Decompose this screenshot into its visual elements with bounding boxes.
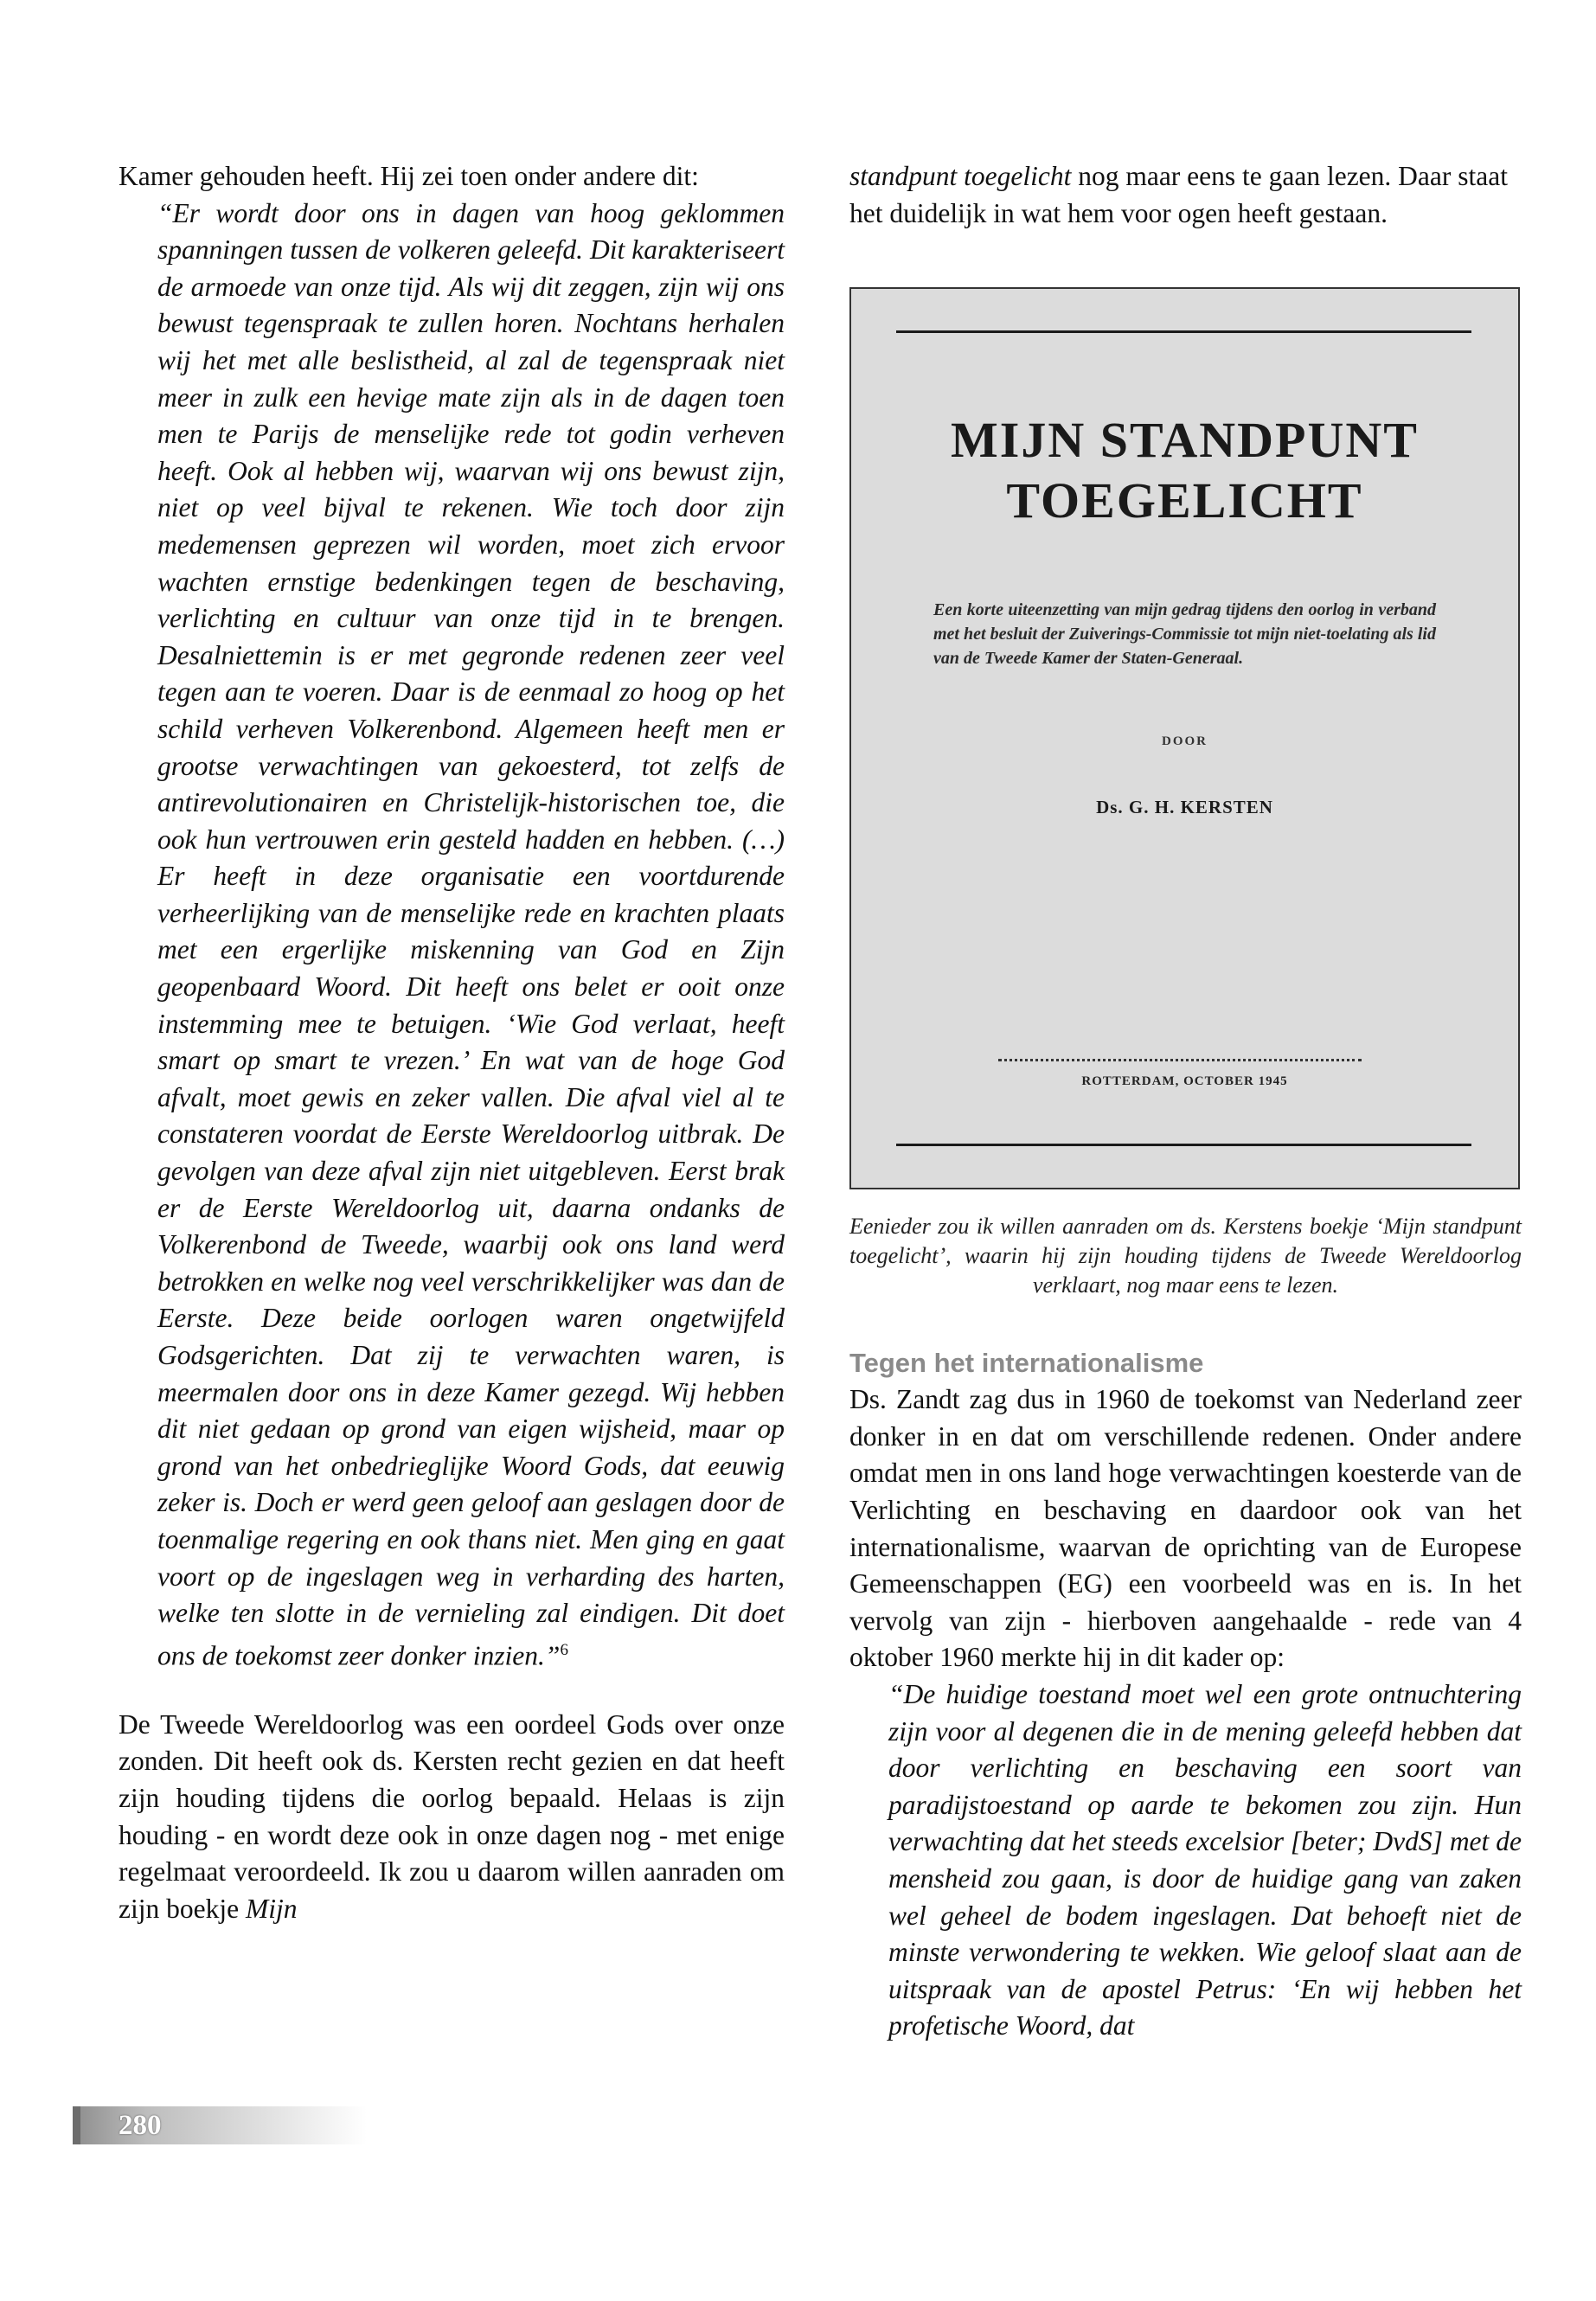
cover-title-line1: MIJN STANDPUNT [951,412,1419,469]
intro-text: Kamer gehouden heeft. Hij zei toen onder andere dit: [119,161,699,191]
continuation-paragraph [849,158,1522,232]
cover-dotted-rule [998,1059,1362,1061]
footnote-marker: 6 [560,1640,568,1659]
book-cover-image [849,287,1520,1189]
cover-subtitle: Een korte uiteenzetting van mijn gedrag tijdens den oorlog in verband met het besluit der Zuiverings-Commissie tot mijn niet-toelating als lid van de Tweede Kamer der Staten-Generaal. [933,600,1436,669]
book-title-start: Mijn [245,1893,298,1924]
page-number-bar-edge [73,2106,80,2144]
book-title-end: standpunt toegelicht [849,161,1072,191]
cover-top-rule [896,330,1471,333]
quote-text: “Er wordt door ons in dagen van hoog geklommen spanningen tussen de volkeren geleefd. Dit karakteriseert de armoede van onze tijd. Als wij dit zeggen, zijn wij ons bewust tegenspraak te zullen horen. Nochtans herhalen wij het met alle beslistheid, al zal de tegenspraak niet meer in zulk een hevige mate zijn als in de dagen toen men te Parijs de menselijke rede tot godin verheven heeft. Ook al hebben wij, waarvan wij ons bewust zijn, niet op veel bijval te rekenen. Wie toch door zijn medemensen geprezen wil worden, moet zich ervoor wachten ernstige bedenkingen tegen de beschaving, verlichting en cultuur van onze tijd in te brengen. Desalniettemin is er met gegronde redenen zeer veel tegen aan te voeren. Daar is de eenmaal zo hoog op het schild verheven Volkerenbond. Algemeen heeft men er grootse verwachtingen van gekoesterd, tot zelfs de antirevolutionairen en Christelijk-historischen toe, die ook hun vertrouwen erin gesteld hadden en hebben. (…) Er heeft in deze organisatie een voortdurende verheerlijking van de menselijke rede en krachten plaats met een ergerlijke miskenning van God en Zijn geopenbaard Woord. Dit heeft ons belet er ooit onze instemming mee te betuigen. ‘Wie God verlaat, heeft smart op smart te vrezen.’ En wat van de hoge God afvalt, moet gewis en zeker vallen. Die afval viel al te constateren voordat de Eerste Wereldoorlog uitbrak. De gevolgen van deze afval zijn niet uitgebleven. Eerst brak er de Eerste Wereldoorlog uit, daarna ondanks de Volkerenbond de Tweede, waarbij ook ons land werd betrokken en welke nog veel verschrikkelijker was dan de Eerste. Deze beide oorlogen waren ongetwijfeld Godsgerichten. Dat zij te verwachten waren, is meermalen door ons in deze Kamer gezegd. Wij hebben dit niet gedaan op grond van eigen wijsheid, maar op grond van het onbedrieglijke Woord Gods, dat eeuwig zeker is. Doch er werd geen geloof aan geslagen door de toenmalige regering en ook thans niet. Men ging en gaat voort op de ingeslagen weg in verharding des harten, welke ten slotte in de vernieling zal eindigen. Dit doet ons de toekomst zeer donker inzien.” [157,197,785,1671]
cover-bottom-rule [896,1144,1471,1146]
cover-author: Ds. G. H. KERSTEN [1096,797,1273,818]
page-number: 280 [119,2110,162,2141]
block-quote [157,195,785,1675]
figure-caption: Eenieder zou ik willen aanraden om ds. Kerstens boekje ‘Mijn standpunt toegelicht’, waarin hij zijn houding tijdens de Tweede Wereldoorlog verklaart, nog maar eens te lezen. [849,1214,1522,1298]
section-heading: Tegen het internationalisme [849,1348,1204,1379]
body-paragraph [119,1707,785,1928]
paragraph-text: De Tweede Wereldoorlog was een oordeel Gods over onze zonden. Dit heeft ook ds. Kersten recht gezien en dat heeft zijn houding tijdens die oorlog bepaald. Helaas is zijn houding - en wordt deze ook in onze dagen nog - met enige regelmaat veroordeeld. Ik zou u daarom willen aanraden om zijn boekje [119,1708,785,1924]
cover-place-date: ROTTERDAM, OCTOBER 1945 [1081,1074,1288,1089]
left-column [119,158,785,1927]
page-number-bar [73,2106,367,2144]
cover-door: DOOR [1162,734,1208,749]
continuation-text: nog maar eens te gaan lezen. Daar staat het duidelijk in wat hem voor ogen heeft gestaan. [849,161,1508,228]
section-paragraph: Ds. Zandt zag dus in 1960 de toekomst van Nederland zeer donker in en dat om verschillende redenen. Onder andere omdat men in ons land hoge verwachtingen koesterde van de Verlichting en beschaving en daardoor ook van het internationalisme, waarvan de oprichting van de Europese Gemeenschappen (EG) een voorbeeld was en is. In het vervolg van zijn - hierboven aangehaalde - rede van 4 oktober 1960 merkte hij in dit kader op: [849,1384,1522,1673]
section-quote: “De huidige toestand moet wel een grote ontnuchtering zijn voor al degenen die in de mening geleefd hebben dat door verlichting en beschaving een soort van paradijstoestand op aarde te bekomen zou zijn. Hun verwachting dat het steeds excelsior [beter; DvdS] met de mensheid zou gaan, is door de huidige gang van zaken wel geheel de bodem ingeslagen. Dat behoeft niet de minste verwondering te wekken. Wie geloof slaat aan de uitspraak van de apostel Petrus: ‘En wij hebben het profetische Woord, dat [888,1678,1522,2041]
right-column [849,158,1522,2045]
cover-title [851,410,1518,531]
cover-title-line2: TOEGELICHT [1006,472,1363,529]
